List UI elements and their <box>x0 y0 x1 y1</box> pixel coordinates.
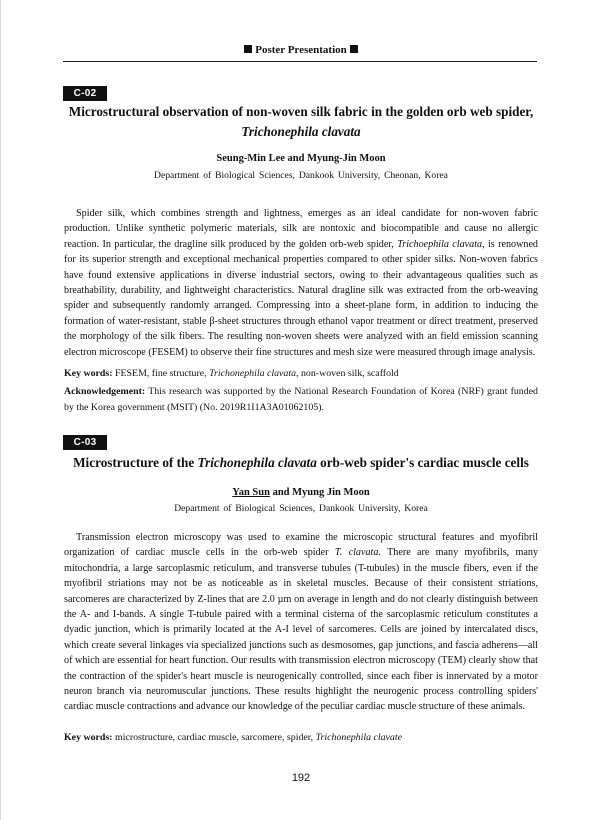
keywords-text: microstructure, cardiac muscle, sarcomere, spider, <box>115 732 314 743</box>
paper-title-text: orb-web spider's cardiac muscle cells <box>320 455 529 470</box>
paper-title-line: Microstructural observation of non-woven silk fabric in the golden orb web spider, <box>68 104 534 119</box>
paper-title <box>63 453 539 473</box>
abstract-text: . There are many myofibrils, many mitochondria, a large sarcoplasmic reticulum, and transverse tubules (T-tubules) in the muscle fibers, even if the myofibril striations may not be as noticeable as in skeletal muscles. Because of their consistent striations, sarcomeres are characterized by Z-lines that are 2.0 µm on average in length and do not clearly distinguish between the A- and I-bands. A single T-tubule paired with a terminal cisterna of the sarcoplasmic reticulum constitutes a dyadic junction, which is primarily located at the A-I level of sarcomeres. Cells are joined by intercalated discs, which create several linkages via specialized junctions such as desmosomes, gap junctions, and fascia adherens—all of which are essential for heart function. Our results with transmission electron microscopy (TEM) clearly show that the contraction of the spider's heart muscle is neurogenically controlled, since each fiber is innervated by a motor neuron branch via neuromuscular junctions. These results highlight the neurogenic process controlling spiders' cardiac muscle contractions and advance our knowledge of the peculiar cardiac muscle structure of these animals. <box>64 547 539 713</box>
paper-affiliation: Department of Biological Sciences, Dankook University, Cheonan, Korea <box>154 170 448 181</box>
keywords-label: Key words: <box>64 732 113 743</box>
keywords-label: Key words: <box>64 368 113 379</box>
keywords-text: FESEM, fine structure, <box>115 368 207 379</box>
paper-abstract <box>64 530 538 715</box>
square-bullet-icon <box>244 45 252 53</box>
header-text: Poster Presentation <box>255 44 347 56</box>
keywords-species: Trichonephila clavata, <box>209 368 299 379</box>
paper-affiliation: Department of Biological Sciences, Dankook University, Korea <box>174 503 428 514</box>
paper-authors: Seung-Min Lee and Myung-Jin Moon <box>216 153 386 164</box>
header-divider <box>63 61 537 62</box>
abstract-text: Spider silk, which combines strength and lightness, emerges as an ideal candidate for non-woven fabric production. Unlike synthetic polymeric materials, silk are nontoxic and biocompatible and cause no allergic reaction. In particular, the dragline silk produced by the golden orb-web spider, <box>64 208 538 250</box>
keywords-text: non-woven silk, scaffold <box>300 368 399 379</box>
acknowledgement-text: This research was supported by the National Research Foundation of Korea (NRF) grant funded by the Korea government (MSIT) (No. 2019R1I1A3A01062105). <box>64 386 538 413</box>
acknowledgement-label: Acknowledgement: <box>64 386 146 397</box>
abstract-species: T. clavata <box>334 547 379 559</box>
abstract-text: Transmission electron microscopy was used to examine the microscopic structural features and myofibril organization of cardiac muscle cells in the orb-web spider <box>64 532 538 559</box>
paper-code-badge: C-02 <box>63 86 107 101</box>
paper-code-badge: C-03 <box>63 435 107 450</box>
running-header <box>1 44 600 56</box>
paper-acknowledgement <box>64 384 538 416</box>
paper-title-text: Microstructure of the <box>73 455 195 470</box>
abstract-species: Trichoephila clavata <box>397 238 483 250</box>
paper-keywords <box>64 366 538 382</box>
paper-abstract <box>64 206 538 360</box>
paper-title <box>63 102 539 142</box>
abstract-text: , is renowned for its superior strength and exceptional mechanical properties compared to other spider silks. Non-woven fabrics have found extensive applications in diverse industrial sectors, owing to their advantageous qualities such as breathability, durability, and lightweight characteristics. Natural dragline silk was extracted from the orb-weaving spider and subsequently randomly arranged. Compressing into a sheet-plane form, in addition to inducing the formation of water-resistant, stable β-sheet structures through ethanol vapor treatment or direct treatment, preserved the morphology of the silk fibers. The resulting non-woven sheets were analyzed with an field emission scanning electron microscope (FESEM) to observe their fine structures and mesh size were measured through image analysis. <box>64 238 538 358</box>
paper-keywords <box>64 730 538 746</box>
keywords-species: Trichonephila clavate <box>315 732 403 743</box>
paper-authors <box>63 487 539 498</box>
presenting-author: Yan Sun <box>232 487 270 498</box>
paper-title-species: Trichonephila clavata <box>241 124 361 139</box>
paper-title-species: Trichonephila clavata <box>197 455 317 470</box>
page-number: 192 <box>291 772 311 784</box>
square-bullet-icon <box>350 45 358 53</box>
co-authors: and Myung Jin Moon <box>272 487 370 498</box>
